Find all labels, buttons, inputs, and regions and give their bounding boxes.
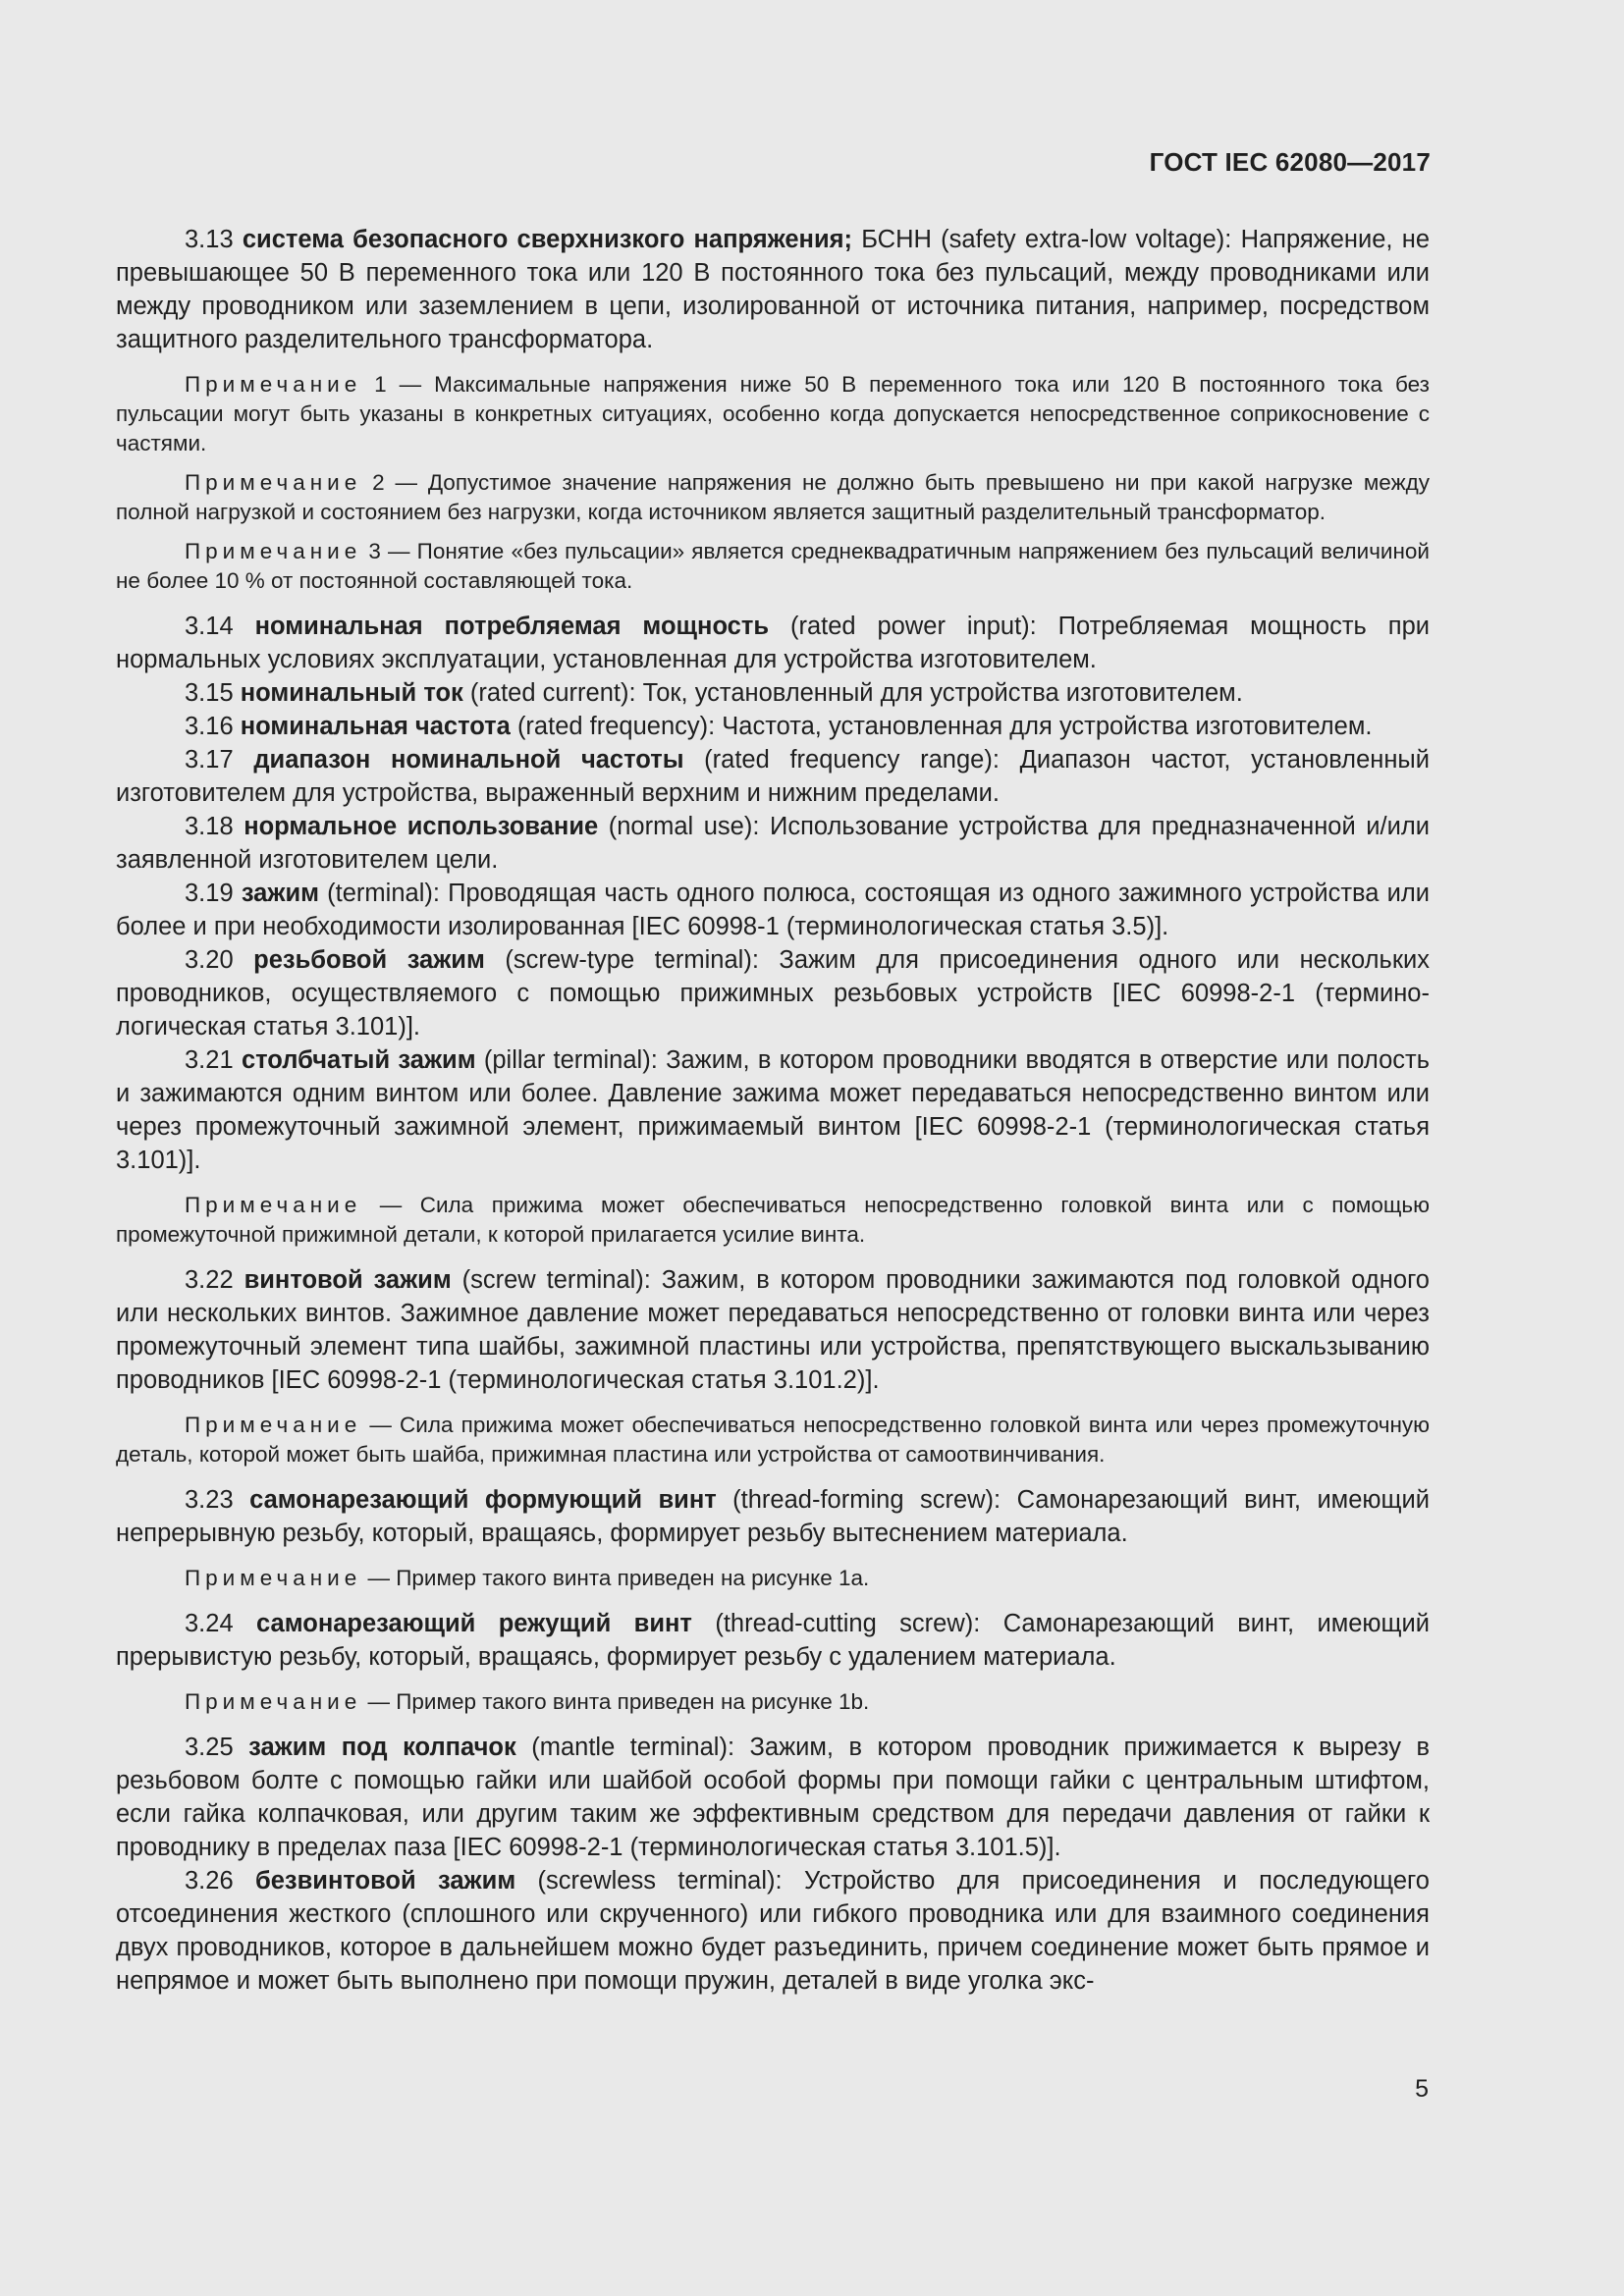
note-text: 2 — Допустимое значение напряжения не должно быть превышено ни при какой нагрузке между полной нагрузкой и состоянием без нагрузки, когда источником является защитный разделительный трансформатор. — [116, 470, 1430, 524]
term-name: безвинтовой зажим — [255, 1867, 516, 1895]
note-text: 1 — Максимальные напряжения ниже 50 В переменного тока или 120 В постоянного тока без пульсации могут быть указаны в конкретных ситуациях, особенно когда допускается непосредственное соприкосновение с частями. — [116, 372, 1430, 455]
term-text: (rated current): Ток, установленный для устройства изготовителем. — [462, 679, 1243, 707]
note-label: Примечание — [185, 1413, 362, 1437]
note-label: Примечание — [185, 1566, 362, 1590]
term-number: 3.19 — [185, 880, 234, 907]
term-text: (terminal): Проводящая часть одного полюса, состоящая из одного зажимного устройства или более и при необходимости изолированная [IEC 60998-1 (терминологическая статья 3.5)]. — [116, 880, 1430, 940]
note — [116, 537, 1430, 596]
note — [116, 1411, 1430, 1469]
term-definition-3-14 — [116, 610, 1430, 676]
term-name: самонарезающий режущий винт — [256, 1610, 692, 1637]
term-definition-3-22 — [116, 1263, 1430, 1397]
page-number: 5 — [1415, 2075, 1429, 2103]
term-text: (thread-cutting screw): Самонарезающий винт, имеющий прерывистую резьбу, который, вращаясь, формирует резьбу с удалением материала. — [116, 1610, 1431, 1671]
term-definition-3-17 — [116, 743, 1430, 810]
term-definition-3-18 — [116, 810, 1430, 877]
term-number: 3.23 — [185, 1486, 234, 1514]
term-name: номинальная потребляемая мощность — [254, 613, 770, 640]
term-number: 3.13 — [185, 226, 234, 253]
term-definition-3-24 — [116, 1607, 1430, 1674]
term-name: винтовой зажим — [244, 1266, 452, 1294]
term-text: (rated frequency range): Диапазон частот, установленный изготовителем для устройства, выраженный верхним и нижним пределами. — [116, 746, 1430, 807]
term-number: 3.17 — [185, 746, 234, 774]
term-name: зажим под колпачок — [248, 1734, 516, 1761]
note-text: — Пример такого винта приведен на рисунке 1b. — [361, 1689, 870, 1714]
term-text: (normal use): Использование устройства для предназначенной и/или заявленной изготовителем цели. — [116, 813, 1430, 874]
term-number: 3.24 — [185, 1610, 234, 1637]
term-name: самонарезающий формующий винт — [249, 1486, 717, 1514]
term-number: 3.26 — [185, 1867, 234, 1895]
term-number: 3.25 — [185, 1734, 234, 1761]
note-text: — Сила прижима может обеспечиваться непосредственно головкой винта или через промежуточную деталь, которой может быть шайба, прижимная пластина или устройства от самоотвинчивания. — [116, 1413, 1430, 1467]
term-number: 3.21 — [185, 1046, 234, 1074]
term-name: номинальная частота — [240, 713, 511, 740]
note-text: — Пример такого винта приведен на рисунке 1а. — [361, 1566, 870, 1590]
term-number: 3.18 — [185, 813, 234, 840]
note-label: Примечание — [185, 539, 362, 563]
document-body — [116, 223, 1430, 1998]
note — [116, 468, 1430, 527]
note-label: Примечание — [185, 1193, 362, 1217]
term-text: (rated frequency): Частота, установленная для устройства изготовителем. — [510, 713, 1373, 740]
term-definition-3-19 — [116, 877, 1430, 943]
term-definition-3-20 — [116, 943, 1430, 1043]
note — [116, 370, 1430, 458]
term-text: БСНН (safety extra-low voltage): Напряжение, не превышающее 50 В переменного тока или 120 В постоянного тока без пульсаций, между проводниками или между проводником или заземлением в цепи, изолированной от источника питания, например, посредством защитного разделительного трансформатора. — [116, 226, 1430, 353]
term-text: (screw-type terminal): Зажим для присоединения одного или нескольких проводников, осуществляемого с помощью прижимных резьбовых устройств [IEC 60998-2-1 (терминологическая статья 3.101)]. — [116, 946, 1430, 1041]
term-number: 3.15 — [185, 679, 234, 707]
note-label: Примечание — [185, 372, 362, 397]
term-text: (screwless terminal): Устройство для присоединения и последующего отсоединения жесткого (сплошного или скрученного) или гибкого проводника или для взаимного соединения двух проводников, которое в дальнейшем можно будет разъединить, причем соединение может быть прямое и непрямое и может быть выполнено при помощи пружин, деталей в виде уголка экс- — [116, 1867, 1430, 1995]
term-text: (screw terminal): Зажим, в котором проводники зажимаются под головкой одного или нескольких винтов. Зажимное давление может передаваться непосредственно от головки винта или через промежуточный элемент типа шайбы, зажимной пластины или устройства, препятствующего выскальзыванию проводников [IEC 60998-2-1 (терминологическая статья 3.101.2)]. — [116, 1266, 1430, 1394]
term-number: 3.16 — [185, 713, 234, 740]
term-name: зажим — [241, 880, 319, 907]
document-header: ГОСТ IEC 62080—2017 — [1149, 147, 1431, 177]
note-text: 3 — Понятие «без пульсации» является среднеквадратичным напряжением без пульсаций величиной не более 10 % от постоянной составляющей тока. — [116, 539, 1430, 593]
note — [116, 1564, 1430, 1593]
term-name: резьбовой зажим — [253, 946, 485, 974]
term-text: (thread-forming screw): Самонарезающий винт, имеющий непрерывную резьбу, который, вращаясь, формирует резьбу вытеснением материала. — [116, 1486, 1430, 1547]
term-number: 3.20 — [185, 946, 234, 974]
note — [116, 1687, 1430, 1717]
term-text: (pillar terminal): Зажим, в котором проводники вводятся в отверстие или полость и зажимаются одним винтом или более. Давление зажима может передаваться непосредственно винтом или через промежуточный зажимной элемент, прижимаемый винтом [IEC 60998-2-1 (терминологическая статья 3.101)]. — [116, 1046, 1430, 1174]
term-name: столбчатый зажим — [241, 1046, 476, 1074]
note-label: Примечание — [185, 1689, 362, 1714]
term-definition-3-13 — [116, 223, 1430, 356]
term-name: нормальное использование — [244, 813, 599, 840]
note — [116, 1191, 1430, 1250]
term-definition-3-15 — [116, 676, 1430, 710]
term-definition-3-26 — [116, 1864, 1430, 1998]
term-definition-3-25 — [116, 1731, 1430, 1864]
note-text: — Сила прижима может обеспечиваться непосредственно головкой винта или с помощью промежуточной прижимной детали, к которой прилагается усилие винта. — [116, 1193, 1430, 1247]
term-name: система безопасного сверхнизкого напряжения; — [242, 226, 852, 253]
term-text: (mantle terminal): Зажим, в котором проводник прижимается к вырезу в резьбовом болте с помощью гайки или шайбой особой формы при помощи гайки с центральным штифтом, если гайка колпачковая, или другим таким же эффективным средством для передачи давления от гайки к проводнику в пределах паза [IEC 60998-2-1 (терминологическая статья 3.101.5)]. — [116, 1734, 1430, 1861]
term-definition-3-21 — [116, 1043, 1430, 1177]
term-definition-3-16 — [116, 710, 1430, 743]
term-number: 3.14 — [185, 613, 234, 640]
term-text: (rated power input): Потребляемая мощность при нормальных условиях эксплуатации, установленная для устройства изготовителем. — [116, 613, 1430, 673]
term-number: 3.22 — [185, 1266, 234, 1294]
term-name: номинальный ток — [240, 679, 463, 707]
term-name: диапазон номинальной частоты — [253, 746, 684, 774]
term-definition-3-23 — [116, 1483, 1430, 1550]
note-label: Примечание — [185, 470, 362, 495]
